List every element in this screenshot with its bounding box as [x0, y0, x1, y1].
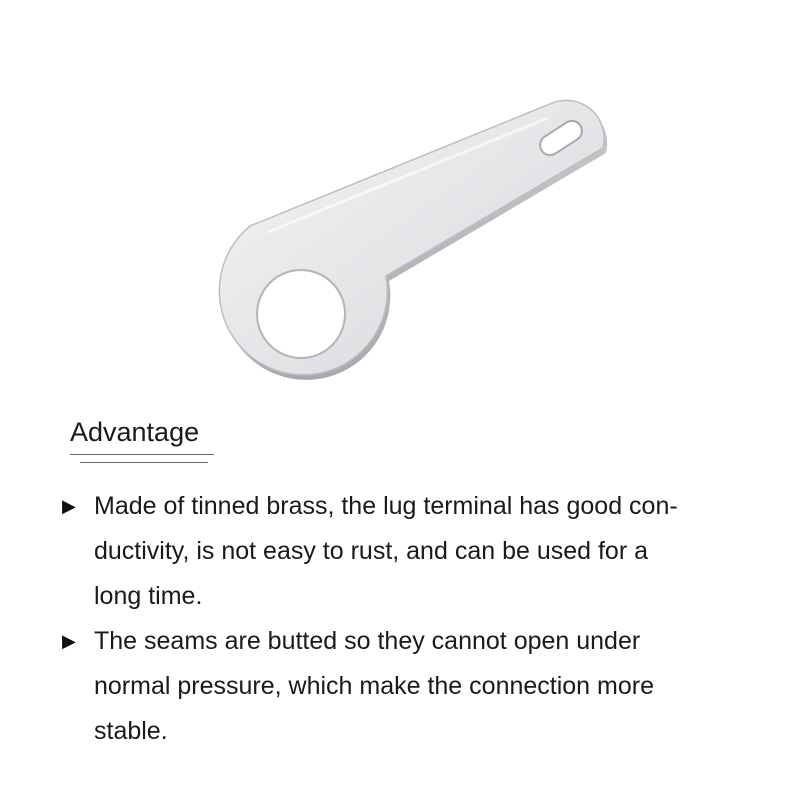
- list-item-line: ductivity, is not easy to rust, and can be used for a: [94, 537, 649, 565]
- right-triangle-icon: ▶: [62, 496, 76, 516]
- list-item: [62, 484, 762, 619]
- list-item-line: The seams are butted so they cannot open under: [94, 627, 641, 655]
- heading-underline: [70, 454, 214, 455]
- list-item: [62, 619, 762, 754]
- advantage-heading: Advantage: [70, 417, 200, 447]
- list-item-line: normal pressure, which make the connection more: [94, 672, 654, 700]
- ring-hole: [257, 270, 345, 358]
- right-triangle-icon: ▶: [62, 631, 76, 651]
- list-item-line: stable.: [94, 717, 168, 745]
- heading-underline-secondary: [80, 462, 208, 463]
- advantage-list: [62, 484, 762, 754]
- lug-terminal-body: [219, 100, 604, 375]
- list-item-line: Made of tinned brass, the lug terminal has good con-: [94, 492, 678, 520]
- list-item-line: long time.: [94, 582, 203, 610]
